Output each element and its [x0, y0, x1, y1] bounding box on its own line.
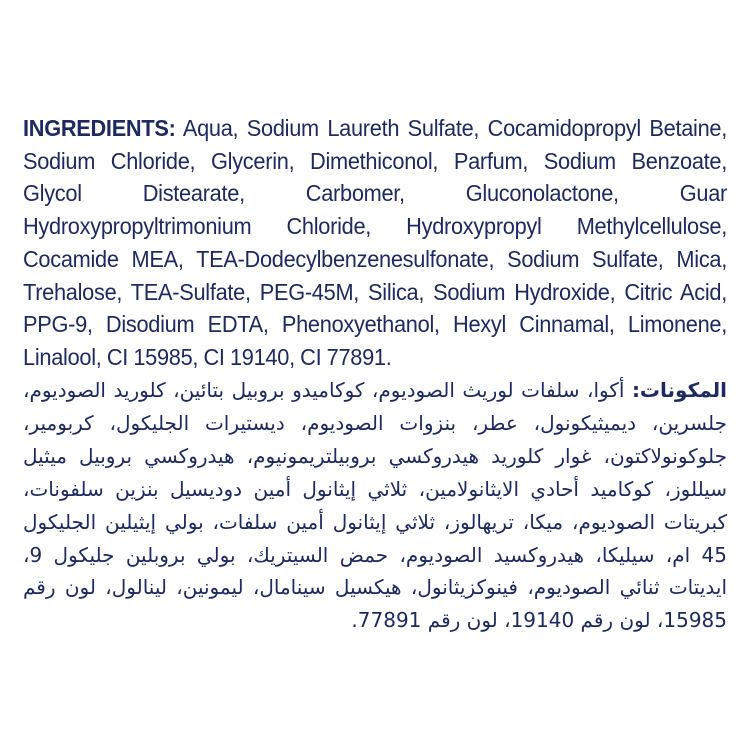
arabic-ingredients-list: أكوا، سلفات لوريث الصوديوم، كوكاميدو بروبيل بتائين، كلوريد الصوديوم، جلسرين، ديميثيكونول، عطر، بنزوات الصوديوم، ديستيرات الجليكول، كربومير، جلوكونولاكتون، غوار كلوريد هيدروكسي بروبيلتريمونيوم، هيدروكسي بروبيل ميثيل سيللوز، كوكاميد أحادي الايثانولامين، ثلاثي إيثانول أمين دوديسيل بنزين سلفونات، كبريتات الصوديوم، ميكا، تريهالوز، ثلاثي إيثانول أمين سلفات، بولي إيثيلين الجليكول 45 ام، سيليكا، هيدروكسيد الصوديوم، حمض السيتريك، بولي بروبلين جليكول 9، ايديتات ثنائي الصوديوم، فينوكزيثانول، هيكسيل سينامال، ليمونين، لينالول، لون رقم 15985، لون رقم 19140، لون رقم 77891.: [23, 378, 727, 633]
english-ingredients-paragraph: [23, 112, 727, 374]
arabic-ingredients-paragraph: [23, 374, 727, 637]
arabic-ingredients-heading: المكونات:: [631, 378, 727, 402]
english-ingredients-heading: INGREDIENTS:: [23, 115, 176, 141]
english-ingredients-list: Aqua, Sodium Laureth Sulfate, Cocamidopropyl Betaine, Sodium Chloride, Glycerin, Dimethiconol, Parfum, Sodium Benzoate, Glycol Distearate, Carbomer, Gluconolactone, Guar Hydroxypropyltrimonium Chloride, Hydroxypropyl Methylcellulose, Cocamide MEA, TEA-Dodecylbenzenesulfonate, Sodium Sulfate, Mica, Trehalose, TEA-Sulfate, PEG-45M, Silica, Sodium Hydroxide, Citric Acid, PPG-9, Disodium EDTA, Phenoxyethanol, Hexyl Cinnamal, Limonene, Linalool, CI 15985, CI 19140, CI 77891.: [23, 115, 728, 370]
